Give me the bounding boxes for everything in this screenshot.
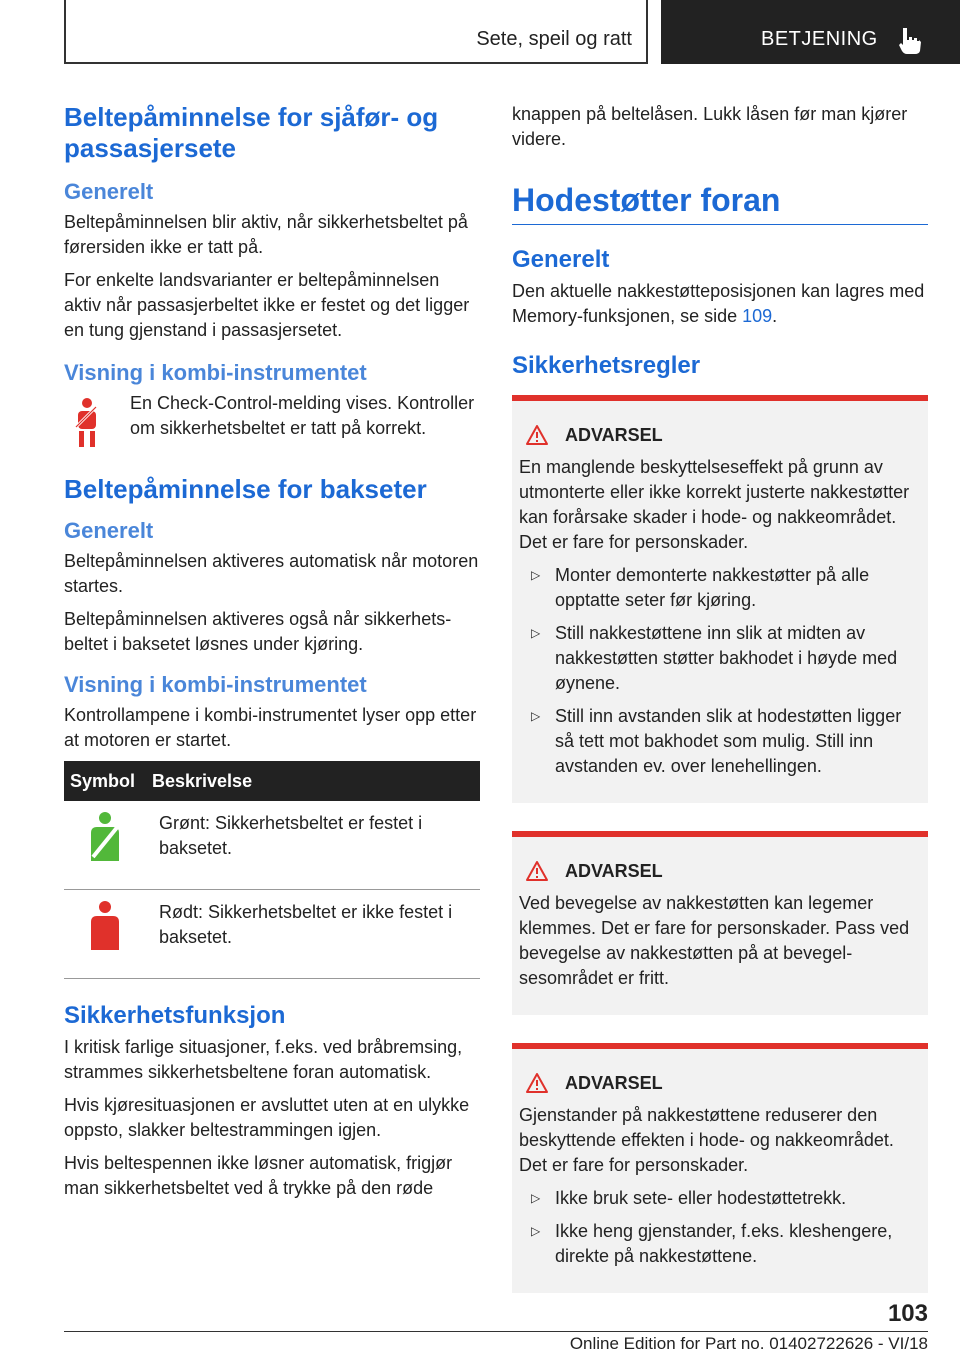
- warning-list: [519, 563, 921, 779]
- paragraph: Beltepåminnelsen blir aktiv, når sikkerhetsbeltet på førersiden ikke er tatt på.: [64, 212, 468, 257]
- page-reference-link[interactable]: 109: [742, 306, 773, 326]
- list-item: ▷ Monter demonterte nakkestøtter på alle opptatte seter før kjøring.: [531, 565, 870, 610]
- warning-title: ADVARSEL: [519, 1071, 921, 1095]
- subheading-display: Visning i kombi-instrumentet: [64, 360, 367, 385]
- header-section-box: [64, 0, 648, 64]
- table-row: [64, 801, 480, 890]
- subheading-general: Generelt: [512, 246, 610, 273]
- page-header: [0, 0, 960, 66]
- paragraph: Kontrollampene i kombi-instrumentet lyser opp etter at motoren er startet.: [64, 705, 477, 750]
- subheading-display: Visning i kombi-instrumentet: [64, 672, 367, 697]
- warning-title: ADVARSEL: [519, 423, 921, 447]
- list-item: ▷ Ikke bruk sete- eller hodestøttetrekk.: [531, 1188, 847, 1208]
- table-cell-description: Rødt: Sikkerhetsbeltet er ikke festet i baksetet.: [146, 890, 480, 979]
- table-row: [64, 890, 480, 979]
- paragraph: knappen på beltelåsen. Lukk låsen før man kjører videre.: [512, 104, 908, 149]
- footer-divider: [64, 1331, 928, 1332]
- warning-box: [512, 395, 928, 803]
- warning-box: [512, 831, 928, 1015]
- header-section-title: Sete, speil og ratt: [476, 28, 632, 50]
- warning-triangle-icon: [525, 860, 549, 882]
- paragraph: Hvis beltespennen ikke løsner automatisk, frigjør man sikkerhetsbeltet ved å trykke på den røde: [64, 1153, 453, 1198]
- header-chapter-box: [661, 0, 960, 64]
- paragraph: Beltepåminnelsen aktiveres også når sikkerhetsbeltet i baksetet løsnes under kjøring.: [64, 609, 452, 654]
- warning-box: [512, 1043, 928, 1293]
- seatbelt-fastened-green-icon: [85, 811, 125, 863]
- right-column: [512, 102, 928, 1321]
- subheading-general: Generelt: [64, 518, 154, 543]
- edition-text: Online Edition for Part no. 01402722626 - VI/18: [569, 1334, 928, 1353]
- heading-safety-function: Sikkerhetsfunksjon: [64, 1002, 286, 1029]
- heading-safety-rules: Sikkerhetsregler: [512, 352, 701, 379]
- symbol-table: [64, 761, 480, 979]
- table-cell-description: Grønt: Sikkerhetsbeltet er festet i baksetet.: [146, 801, 480, 890]
- icon-paragraph: [64, 391, 480, 454]
- warning-triangle-icon: [525, 424, 549, 446]
- paragraph: For enkelte landsvarianter er beltepåminnelsen aktiv når passasjerbeltet ikke er festet og det ligger en tung gjenstand i passasjersetet.: [64, 270, 470, 340]
- heading-rear-reminder: Beltepåminnelse for bakseter: [64, 474, 427, 504]
- list-item: ▷ Ikke heng gjenstander, f.eks. kleshengere, direkte på nakkestøttene.: [531, 1221, 893, 1266]
- heading-driver-reminder: Beltepåminnelse for sjåfør- og passasjersete: [64, 102, 439, 163]
- warning-text: Ved bevegelse av nakkestøtten kan legemer klemmes. Det er fare for personskader. Pass ved bevegelse av nakkestøtten på at bevegelsesområdet er fritt.: [519, 893, 910, 988]
- seatbelt-warning-icon: [64, 397, 110, 449]
- paragraph: En Check-Control-melding vises. Kontroller om sikkerhetsbeltet er tatt på korrekt.: [130, 393, 475, 438]
- paragraph: Beltepåminnelsen aktiveres automatisk når motoren startes.: [64, 551, 479, 596]
- warning-triangle-icon: [525, 1072, 549, 1094]
- warning-text: Gjenstander på nakkestøttene reduserer den beskyttende effekten i hode- og nakkeområdet. Det er fare for personskader.: [519, 1105, 894, 1175]
- paragraph: Hvis kjøresituasjonen er avsluttet uten at en ulykke oppsto, slakker beltestrammingen igjen.: [64, 1095, 470, 1140]
- page-number: 103: [887, 1300, 928, 1327]
- subheading-general: Generelt: [64, 179, 154, 204]
- warning-text: En manglende beskyttelseseffekt på grunn av utmonterte eller ikke korrekt justerte nakkestøtter kan forårsake skader i hode- og nakkeområdet. Det er fare for personskader.: [519, 457, 910, 552]
- header-chapter-title: BETJENING: [761, 28, 878, 50]
- paragraph: I kritisk farlige situasjoner, f.eks. ved bråbremsing, strammes sikkerhetsbeltene foran automatisk.: [64, 1037, 463, 1082]
- table-header-row: [64, 761, 480, 801]
- memory-paragraph: Den aktuelle nakkestøtteposisjonen kan lagres med Memory-funksjonen, se side 109.: [512, 281, 925, 326]
- left-column: [64, 102, 480, 1209]
- warning-title: ADVARSEL: [519, 859, 921, 883]
- seatbelt-unfastened-red-icon: [85, 900, 125, 952]
- table-header-description: Beskrivelse: [146, 761, 480, 801]
- warning-list: [519, 1186, 921, 1269]
- table-cell-symbol: [64, 890, 146, 979]
- heading-front-headrests: Hodestøtter foran: [512, 180, 928, 225]
- table-header-symbol: Symbol: [64, 761, 146, 801]
- list-item: ▷ Still inn avstanden slik at hodestøtten ligger så tett mot bakhodet som mulig. Still inn avstanden ev. over lenehellingen.: [531, 706, 902, 776]
- list-item: ▷ Still nakkestøttene inn slik at midten av nakkestøtten støtter bakhodet i høyde med øynene.: [531, 623, 898, 693]
- pointing-hand-icon: [897, 26, 923, 56]
- table-cell-symbol: [64, 801, 146, 890]
